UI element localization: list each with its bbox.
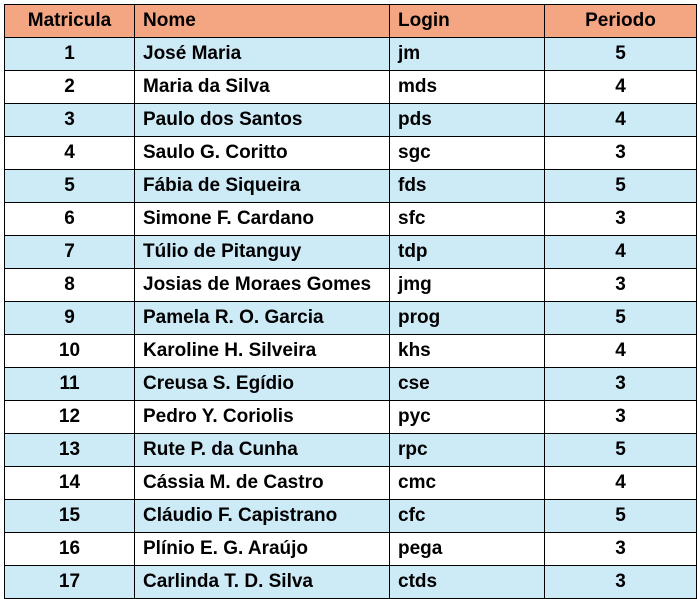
cell-login: pyc: [390, 401, 545, 434]
cell-nome: Carlinda T. D. Silva: [135, 566, 390, 599]
table-body: [5, 38, 697, 599]
cell-periodo: 4: [545, 71, 697, 104]
cell-periodo: 5: [545, 434, 697, 467]
cell-matricula: 16: [5, 533, 135, 566]
cell-periodo: 5: [545, 500, 697, 533]
cell-login: jm: [390, 38, 545, 71]
cell-matricula: 8: [5, 269, 135, 302]
column-header-login: Login: [390, 5, 545, 38]
table-row: [5, 203, 697, 236]
table-row: [5, 236, 697, 269]
cell-periodo: 4: [545, 236, 697, 269]
cell-login: sgc: [390, 137, 545, 170]
cell-login: cmc: [390, 467, 545, 500]
cell-login: cfc: [390, 500, 545, 533]
cell-matricula: 1: [5, 38, 135, 71]
cell-matricula: 4: [5, 137, 135, 170]
cell-matricula: 2: [5, 71, 135, 104]
table-header: [5, 5, 697, 38]
cell-matricula: 7: [5, 236, 135, 269]
table-row: [5, 368, 697, 401]
cell-periodo: 3: [545, 566, 697, 599]
cell-periodo: 3: [545, 401, 697, 434]
cell-matricula: 15: [5, 500, 135, 533]
cell-matricula: 10: [5, 335, 135, 368]
table-row: [5, 71, 697, 104]
cell-login: jmg: [390, 269, 545, 302]
cell-matricula: 12: [5, 401, 135, 434]
cell-login: mds: [390, 71, 545, 104]
column-header-matricula: Matricula: [5, 5, 135, 38]
table-row: [5, 137, 697, 170]
cell-matricula: 3: [5, 104, 135, 137]
table-row: [5, 170, 697, 203]
cell-nome: Simone F. Cardano: [135, 203, 390, 236]
cell-nome: Karoline H. Silveira: [135, 335, 390, 368]
cell-periodo: 4: [545, 104, 697, 137]
header-row: [5, 5, 697, 38]
cell-nome: Pedro Y. Coriolis: [135, 401, 390, 434]
table-row: [5, 269, 697, 302]
cell-nome: Túlio de Pitanguy: [135, 236, 390, 269]
cell-nome: Plínio E. G. Araújo: [135, 533, 390, 566]
cell-login: cse: [390, 368, 545, 401]
cell-nome: Cássia M. de Castro: [135, 467, 390, 500]
table-row: [5, 302, 697, 335]
cell-nome: Saulo G. Coritto: [135, 137, 390, 170]
table-row: [5, 38, 697, 71]
cell-periodo: 5: [545, 302, 697, 335]
cell-nome: José Maria: [135, 38, 390, 71]
cell-nome: Maria da Silva: [135, 71, 390, 104]
cell-matricula: 9: [5, 302, 135, 335]
table-row: [5, 500, 697, 533]
table-row: [5, 434, 697, 467]
cell-matricula: 11: [5, 368, 135, 401]
cell-login: ctds: [390, 566, 545, 599]
cell-login: sfc: [390, 203, 545, 236]
cell-periodo: 3: [545, 269, 697, 302]
cell-periodo: 5: [545, 170, 697, 203]
cell-nome: Paulo dos Santos: [135, 104, 390, 137]
cell-login: prog: [390, 302, 545, 335]
cell-nome: Rute P. da Cunha: [135, 434, 390, 467]
cell-login: tdp: [390, 236, 545, 269]
cell-login: fds: [390, 170, 545, 203]
cell-matricula: 5: [5, 170, 135, 203]
table-row: [5, 533, 697, 566]
cell-matricula: 17: [5, 566, 135, 599]
cell-periodo: 3: [545, 203, 697, 236]
table-row: [5, 401, 697, 434]
cell-periodo: 5: [545, 38, 697, 71]
cell-nome: Josias de Moraes Gomes: [135, 269, 390, 302]
cell-matricula: 13: [5, 434, 135, 467]
cell-periodo: 3: [545, 533, 697, 566]
cell-nome: Pamela R. O. Garcia: [135, 302, 390, 335]
column-header-nome: Nome: [135, 5, 390, 38]
cell-nome: Cláudio F. Capistrano: [135, 500, 390, 533]
cell-periodo: 3: [545, 137, 697, 170]
cell-matricula: 6: [5, 203, 135, 236]
cell-login: pega: [390, 533, 545, 566]
cell-matricula: 14: [5, 467, 135, 500]
column-header-periodo: Periodo: [545, 5, 697, 38]
cell-periodo: 3: [545, 368, 697, 401]
cell-nome: Fábia de Siqueira: [135, 170, 390, 203]
cell-periodo: 4: [545, 335, 697, 368]
cell-login: khs: [390, 335, 545, 368]
cell-periodo: 4: [545, 467, 697, 500]
student-table: [4, 4, 697, 599]
cell-nome: Creusa S. Egídio: [135, 368, 390, 401]
table-row: [5, 566, 697, 599]
cell-login: rpc: [390, 434, 545, 467]
table-row: [5, 335, 697, 368]
table-row: [5, 467, 697, 500]
table-row: [5, 104, 697, 137]
cell-login: pds: [390, 104, 545, 137]
